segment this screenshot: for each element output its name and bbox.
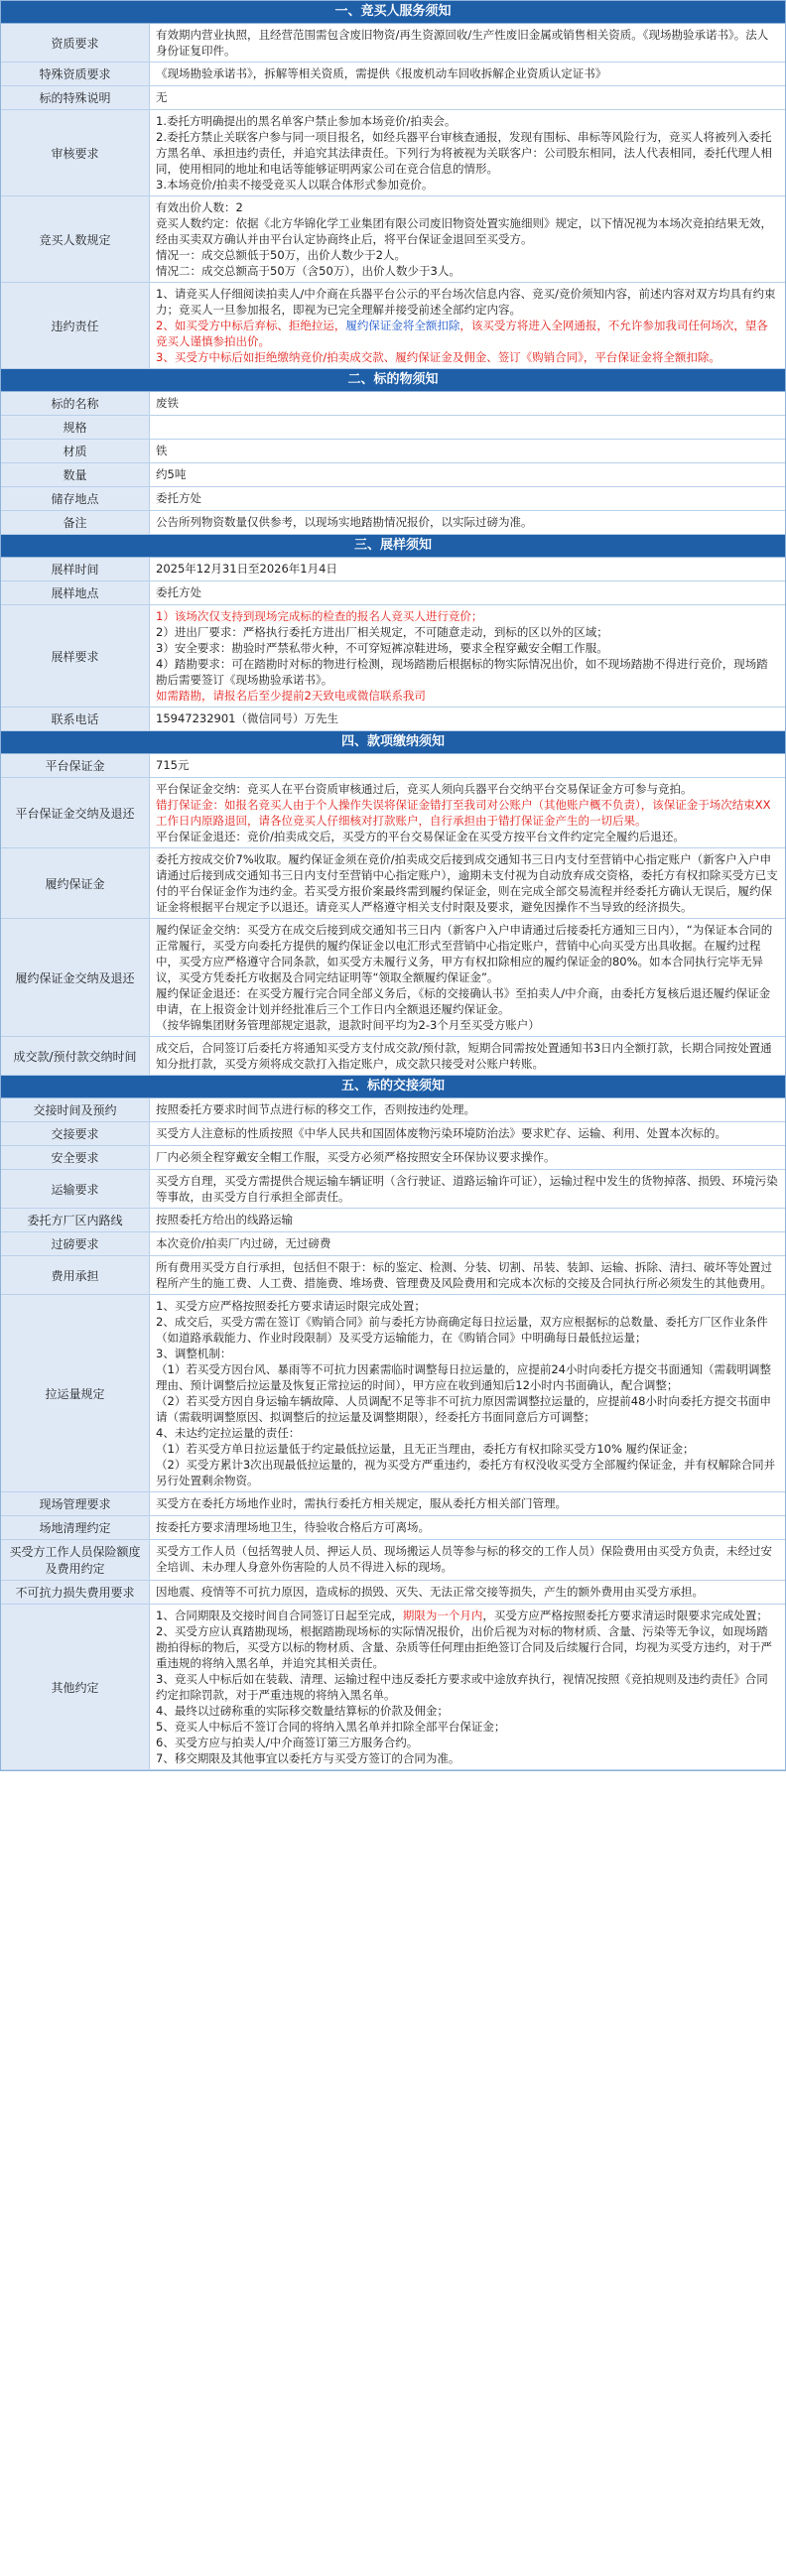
- table-row: [1, 1209, 785, 1232]
- row-value: 履约保证金交纳：买受方在成交后接到成交通知书三日内（新客户入户申请通过后接委托方通知三日内），“为保证本合同的正常履行，买受方向委托方提供的履约保证金以电汇形式至营销中心指定账户，营销中心向买受方出具收据。在履约过程中，买受方应严格遵守合同条款，如买受方未履行义务，甲方有权扣除相应的履约保证金的80%。如本合同执行完毕无异议，买受方凭委托方收据及合同完结证明等“领取全额履约保证金”。 履约保证金退还：在买受方履行完合同全部义务后，《标的交接确认书》至拍卖人/中介商，由委托方复核后退还履约保证金申请，在上报资金计划并经批准后三个工作日内全额退还履约保证金。 （按华锦集团财务管理部规定退款，退款时间平均为2-3个月至买受方账户）: [156, 923, 773, 1032]
- row-label: 平台保证金: [1, 754, 150, 777]
- table-row: [1, 440, 785, 463]
- row-value: [150, 778, 785, 847]
- row-label: 展样地点: [1, 581, 150, 604]
- row-value: 买受方自理，买受方需提供合规运输车辆证明（含行驶证、道路运输许可证），运输过程中发生的货物掉落、损毁、环境污染等事故，由买受方自行承担全部责任。: [156, 1174, 778, 1204]
- value-segment: ，该买受方将进入全网通报，不允许参加我司任何场次，望各竞买人谨慎参拍出价。 3、买受方中标后如拒绝缴纳竞价/拍卖成交款、履约保证金及佣金、签订《购销合同》，平台保证金将全额扣除。: [156, 319, 768, 364]
- table-row: [1, 1492, 785, 1516]
- value-segment: 如需踏勘，请报名后至少提前2天致电或微信联系我司: [156, 689, 426, 703]
- table-row: [1, 1516, 785, 1540]
- row-value: 委托方处: [156, 491, 201, 505]
- table-row: [1, 1540, 785, 1581]
- table-row: [1, 416, 785, 440]
- section-title: 三、展样须知: [1, 535, 785, 558]
- table-row: [1, 605, 785, 708]
- row-value: [150, 605, 785, 707]
- row-value: 所有费用买受方自行承担，包括但不限于：标的鉴定、检测、分装、切割、吊装、装卸、运输、拆除、清扫、破坏等处置过程所产生的施工费、人工费、措施费、堆场费、管理费及风险费用和完成本次标的交接及合同执行所必须发生的其他费用。: [156, 1260, 772, 1290]
- row-value: 买受方人注意标的性质按照《中华人民共和国固体废物污染环境防治法》要求贮存、运输、利用、处置本次标的。: [156, 1126, 726, 1140]
- table-row: [1, 1146, 785, 1170]
- row-value: 15947232901（微信同号）万先生: [156, 711, 338, 725]
- row-label: 规格: [1, 416, 150, 439]
- row-value: 本次竞价/拍卖厂内过磅，无过磅费: [156, 1236, 331, 1250]
- row-value: 委托方处: [156, 585, 201, 599]
- table-row: [1, 463, 785, 487]
- table-row: [1, 86, 785, 110]
- row-label: 违约责任: [1, 283, 150, 368]
- table-row: [1, 558, 785, 581]
- row-value: 1.委托方明确提出的黑名单客户禁止参加本场竞价/拍卖会。 2.委托方禁止关联客户参与同一项目报名，如经兵器平台审核查通报，发现有围标、串标等风险行为，竞买人将被列入委托方黑名单、承担违约责任，并追究其法律责任。下列行为将被视为关联客户：公司股东相同，法人代表相同，委托代理人相同，使用相同的地址和电话等能够证明两家公司在竞合信息的情形。 3.本场竞价/拍卖不接受竞买人以联合体形式参加竞价。: [156, 114, 772, 192]
- row-label: 材质: [1, 440, 150, 462]
- row-label: 储存地点: [1, 487, 150, 510]
- value-segment: 平台保证金交纳：竞买人在平台资质审核通过后，竞买人须向兵器平台交纳平台交易保证金方可参与竞拍。: [156, 782, 693, 796]
- row-value: 按照委托方给出的线路运输: [156, 1213, 293, 1226]
- row-label: 数量: [1, 463, 150, 486]
- row-label: 安全要求: [1, 1146, 150, 1169]
- row-label: 成交款/预付款交纳时间: [1, 1037, 150, 1075]
- table-row: [1, 283, 785, 369]
- section-title: 二、标的物须知: [1, 369, 785, 392]
- row-value: 铁: [156, 444, 168, 457]
- row-value: 2025年12月31日至2026年1月4日: [156, 562, 337, 576]
- table-row: [1, 1098, 785, 1122]
- row-label: 展样要求: [1, 605, 150, 707]
- row-label: 标的名称: [1, 392, 150, 415]
- row-label: 履约保证金: [1, 848, 150, 918]
- row-value: 按照委托方要求时间节点进行标的移交工作，否则按违约处理。: [156, 1102, 475, 1116]
- row-value: 废铁: [156, 396, 179, 410]
- table-row: [1, 708, 785, 731]
- row-label: 备注: [1, 511, 150, 534]
- row-value: 买受方工作人员（包括驾驶人员、押运人员、现场搬运人员等参与标的移交的工作人员）保险费用由买受方负责，未经过安全培训、未办理人身意外伤害险的人员不得进入标的现场。: [156, 1544, 772, 1574]
- row-label: 竞买人数规定: [1, 196, 150, 282]
- row-value: 因地震、疫情等不可抗力原因，造成标的损毁、灭失、无法正常交接等损失，产生的额外费用由买受方承担。: [156, 1585, 704, 1599]
- row-value: 有效期内营业执照，且经营范围需包含废旧物资/再生资源回收/生产性废旧金属或销售相关资质。《现场勘验承诺书》。法人身份证复印件。: [156, 28, 769, 58]
- table-row: [1, 110, 785, 196]
- row-label: 委托方厂区内路线: [1, 1209, 150, 1231]
- value-segment: ，买受方应严格按照委托方要求清运时限要求完成处置； 2、买受方应认真踏勘现场，根据踏勘现场标的实际情况报价，出价后视为对标的物材质、含量、污染等无争议，如现场踏勘拍得标的物后，买受方以标的物材质、含量、杂质等任何理由拒绝签订合同及后续履行合同，均视为买受方违约，对于严重违规的将纳入黑名单，并追究其相关责任。 3、竞买人中标后如在装载、清理、运输过程中违反委托方要求或中途放弃执行，视情况按照《竞拍规则及违约责任》合同约定扣除罚款，对于严重违规的将纳入黑名单。 4、最终以过磅称重的实际移交数量结算标的价款及佣金； 5、竞买人中标后不签订合同的将纳入黑名单并扣除全部平台保证金； 6、买受方应与拍卖人/中介商签订第三方服务合约。 7、移交期限及其他事宜以委托方与买受方签订的合同为准。: [156, 1609, 772, 1765]
- row-label: 运输要求: [1, 1170, 150, 1208]
- value-segment: 2）进出厂要求：严格执行委托方进出厂相关规定，不可随意走动，到标的区以外的区域； 3）安全要求：勘验时严禁私带火种，不可穿短裤凉鞋进场，要求全程穿戴安全帽工作服。 4）踏勘要求：可在踏勘时对标的物进行检测，现场踏勘后根据标的物实际情况出价，如不现场踏勘不得进行竞价，现场踏勘后需要签订《现场勘验承诺书》。: [156, 625, 768, 687]
- row-label: 现场管理要求: [1, 1492, 150, 1515]
- row-value: 委托方按成交价7%收取。履约保证金须在竞价/拍卖成交后接到成交通知书三日内支付至营销中心指定账户（新客户入户申请通过后接到成交通知书三日内支付至营销中心指定账户），逾期未支付视为自动放弃成交资格，委托方有权扣除买受方已支付的平台保证金作为违约金。若买受方报价案最终需到履约保证金，则在完成全部交易流程并经委托方确认无误后，履约保证金将根据平台规定予以退还。请竞买人严格遵守相关支付时限及要求，避免因操作不当导致的经济损失。: [156, 852, 778, 914]
- section-title: 五、标的交接须知: [1, 1076, 785, 1098]
- table-row: [1, 1122, 785, 1146]
- row-label: 其他约定: [1, 1605, 150, 1769]
- row-label: 平台保证金交纳及退还: [1, 778, 150, 847]
- row-label: 标的特殊说明: [1, 86, 150, 109]
- value-segment: 平台保证金退还：竞价/拍卖成交后，买受方的平台交易保证金在买受方按平台文件约定完全履约后退还。: [156, 830, 685, 843]
- table-row: [1, 1256, 785, 1295]
- table-row: [1, 511, 785, 535]
- value-segment: 1）该场次仅支持到现场完成标的检查的报名人竞买人进行竞价；: [156, 609, 483, 623]
- value-segment: 1、请竞买人仔细阅读拍卖人/中介商在兵器平台公示的平台场次信息内容、竞买/竞价须知内容，前述内容对双方均具有约束力；竞买人一旦参加报名，即视为已完全理解并接受前述全部约定内容。: [156, 287, 776, 317]
- table-row: [1, 1605, 785, 1770]
- row-value: [150, 1605, 785, 1769]
- row-value: 1、买受方应严格按照委托方要求请运时限完成处置； 2、成交后，买受方需在签订《购销合同》前与委托方协商确定每日拉运量，双方应根据标的总数量、委托方厂区作业条件（如道路承载能力、作业时段限制）及买受方运输能力，在《购销合同》中明确每日最低拉运量； 3、调整机制： （1）若买受方因台风、暴雨等不可抗力因素需临时调整每日拉运量的，应提前24小时向委托方提交书面通知（需载明调整理由、预计调整后拉运量及恢复正常拉运的时间），甲方应在收到通知后12小时内书面确认，配合调整； （2）若买受方因自身运输车辆故障、人员调配不足等非不可抗力原因需调整拉运量的，应提前48小时向委托方提交书面申请（需载明调整原因、拟调整后的拉运量及调整期限），经委托方书面同意后方可调整； 4、未达约定拉运量的责任： （1）若买受方单日拉运量低于约定最低拉运量，且无正当理由，委托方有权扣除买受方10% 履约保证金； （2）买受方累计3次出现最低拉运量的，视为买受方严重违约，委托方有权没收买受方全部履约保证金，并有权解除合同并另行处置剩余物资。: [156, 1299, 776, 1487]
- row-label: 交接要求: [1, 1122, 150, 1145]
- row-value: [150, 283, 785, 368]
- section-title: 一、竞买人服务须知: [1, 1, 785, 24]
- row-label: 拉运量规定: [1, 1295, 150, 1491]
- row-value: 厂内必须全程穿戴安全帽工作服，买受方必须严格按照安全环保协议要求操作。: [156, 1150, 556, 1164]
- value-segment: 2、如买受方中标后弃标、拒绝拉运，: [156, 319, 346, 332]
- section-title: 四、款项缴纳须知: [1, 731, 785, 754]
- table-row: [1, 919, 785, 1037]
- value-segment: 履约保证金将全额扣除: [345, 319, 460, 332]
- row-value: 买受方在委托方场地作业时，需执行委托方相关规定，服从委托方相关部门管理。: [156, 1496, 567, 1510]
- row-value: 公告所列物资数量仅供参考，以现场实地踏勘情况报价，以实际过磅为准。: [156, 515, 533, 529]
- table-row: [1, 754, 785, 778]
- table-row: [1, 1170, 785, 1209]
- row-label: 不可抗力损失费用要求: [1, 1581, 150, 1604]
- table-row: [1, 63, 785, 86]
- row-value: 约5吨: [156, 467, 187, 481]
- table-row: [1, 581, 785, 605]
- row-label: 费用承担: [1, 1256, 150, 1294]
- table-row: [1, 196, 785, 283]
- row-label: 特殊资质要求: [1, 63, 150, 85]
- value-segment: 期限为一个月内: [402, 1609, 483, 1622]
- row-label: 展样时间: [1, 558, 150, 580]
- row-value: 有效出价人数：2 竞买人数约定：依据《北方华锦化学工业集团有限公司废旧物资处置实施细则》规定，以下情况视为本场次竞拍结果无效，经由买卖双方确认并由平台认定协商终止后，将平台保证金退回至买受方。 情况一：成交总额低于50万，出价人数少于2人。 情况二：成交总额高于50万（含50万），出价人数少于3人。: [156, 200, 772, 278]
- row-label: 联系电话: [1, 708, 150, 730]
- row-value: 按委托方要求清理场地卫生，待验收合格后方可离场。: [156, 1520, 430, 1534]
- table-row: [1, 1295, 785, 1492]
- row-label: 场地清理约定: [1, 1516, 150, 1539]
- value-segment: 1、合同期限及交接时间自合同签订日起至完成，: [156, 1609, 403, 1622]
- row-label: 过磅要求: [1, 1232, 150, 1255]
- row-value: 《现场勘验承诺书》，拆解等相关资质，需提供《报废机动车回收拆解企业资质认定证书》: [156, 66, 607, 80]
- row-label: 资质要求: [1, 24, 150, 62]
- table-row: [1, 848, 785, 919]
- value-segment: 错打保证金：如报名竞买人由于个人操作失误将保证金错打至我司对公账户（其他账户概不负责），该保证金于场次结束XX工作日内原路退回，请各位竞买人仔细核对打款账户，自行承担由于错打保证金产生的一切后果。: [156, 798, 771, 828]
- table-row: [1, 778, 785, 848]
- row-label: 交接时间及预约: [1, 1098, 150, 1121]
- row-label: 履约保证金交纳及退还: [1, 919, 150, 1036]
- table-row: [1, 1037, 785, 1076]
- row-value: 成交后，合同签订后委托方将通知买受方支付成交款/预付款，短期合同需按处置通知书3日内全额打款，长期合同按处置通知分批打款，买受方须将成交款打入指定账户，成交款只接受对公账户转账。: [156, 1041, 772, 1071]
- table-row: [1, 1581, 785, 1605]
- table-row: [1, 24, 785, 63]
- table-row: [1, 487, 785, 511]
- row-label: 买受方工作人员保险额度及费用约定: [1, 1540, 150, 1580]
- row-label: 审核要求: [1, 110, 150, 195]
- table-row: [1, 392, 785, 416]
- row-value: 715元: [156, 758, 190, 772]
- row-value: [150, 416, 785, 439]
- row-value: 无: [156, 90, 168, 104]
- table-row: [1, 1232, 785, 1256]
